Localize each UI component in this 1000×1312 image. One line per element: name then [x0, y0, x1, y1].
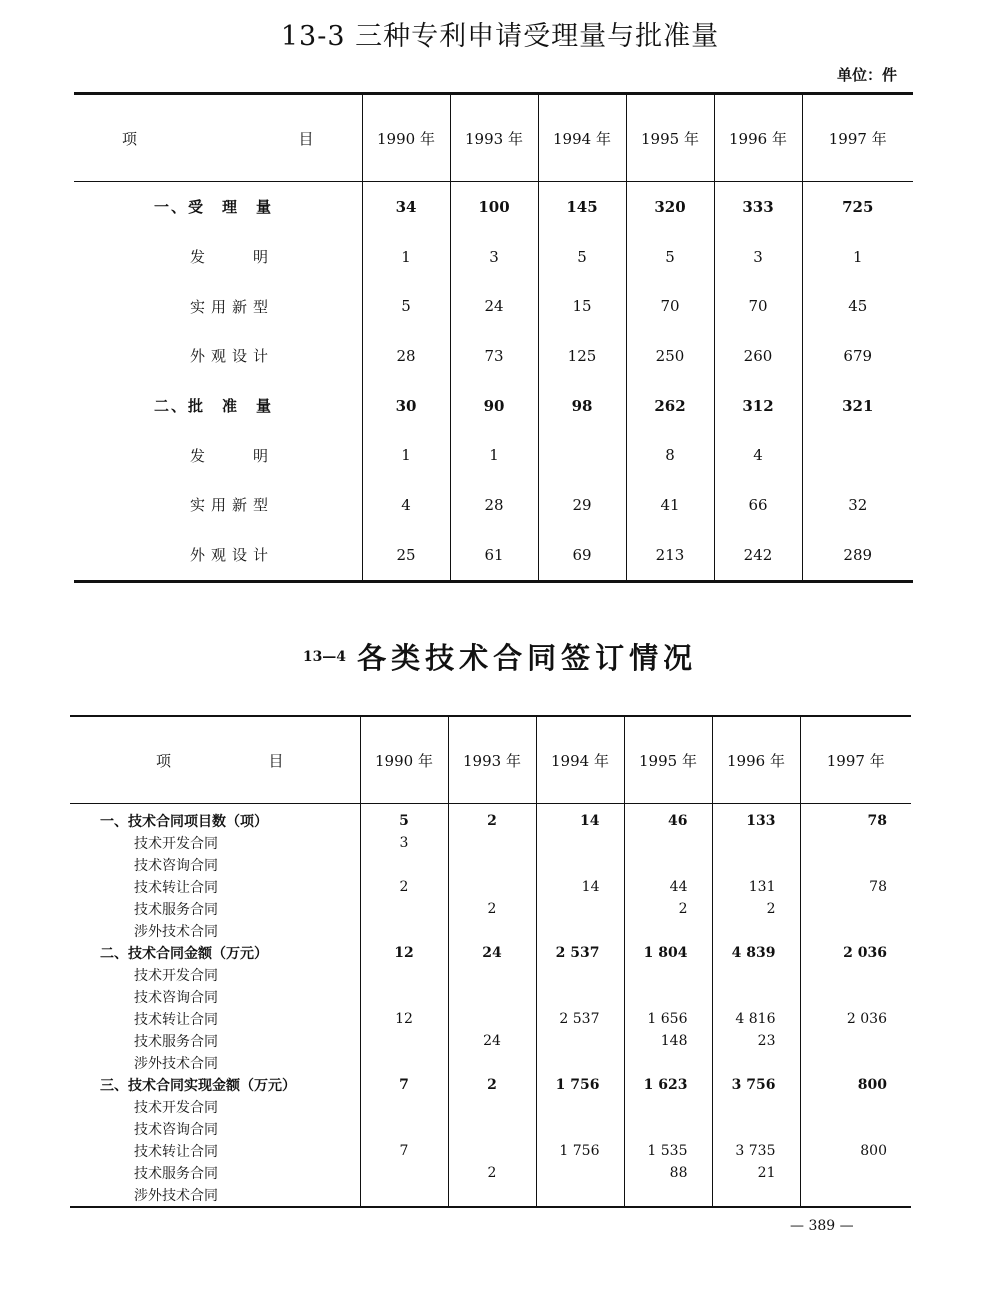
table2-row-subitem-label: 技术咨询合同	[134, 1122, 218, 1138]
table1-cell: 5	[626, 232, 714, 282]
table1-cell: 262	[626, 381, 714, 431]
table2-cell	[624, 832, 712, 854]
table1-row	[74, 530, 913, 581]
table2-row	[70, 986, 911, 1008]
table1-cell: 70	[714, 281, 802, 331]
table1-cell: 679	[802, 331, 913, 381]
table2-row	[70, 964, 911, 986]
table1-cell: 1	[802, 232, 913, 282]
table2-cell	[800, 1184, 911, 1207]
table2-row-subitem-label: 技术服务合同	[134, 902, 218, 918]
table2-cell	[800, 1030, 911, 1052]
table2-row	[70, 1052, 911, 1074]
table2-row	[70, 942, 911, 964]
table1-cell: 8	[626, 430, 714, 480]
table2-cell	[800, 1052, 911, 1074]
table2-cell: 12	[360, 942, 448, 964]
table2-cell	[800, 832, 911, 854]
table1-cell: 15	[538, 281, 626, 331]
table2-header-year: 1996 年	[712, 716, 800, 804]
table1-cell: 25	[362, 530, 450, 581]
table1-cell: 90	[450, 381, 538, 431]
table1-cell: 242	[714, 530, 802, 581]
table2-cell	[800, 1118, 911, 1140]
table2-header-year: 1995 年	[624, 716, 712, 804]
table2-cell	[448, 1184, 536, 1207]
table2-cell	[360, 1096, 448, 1118]
table2-cell	[712, 854, 800, 876]
table2-cell	[800, 1162, 911, 1184]
table2-cell	[624, 1052, 712, 1074]
table2-cell	[536, 1118, 624, 1140]
table2-cell: 2	[448, 1074, 536, 1096]
table2-row-subitem-label: 技术咨询合同	[134, 990, 218, 1006]
table2-cell	[800, 898, 911, 920]
table2-cell: 133	[712, 804, 800, 833]
table1-cell: 3	[714, 232, 802, 282]
table1-row	[74, 281, 913, 331]
table2-cell	[536, 898, 624, 920]
table2-cell	[536, 964, 624, 986]
table2-row	[70, 1162, 911, 1184]
tech-contract-table	[70, 715, 911, 1208]
table2-row	[70, 832, 911, 854]
table1-cell: 725	[802, 182, 913, 232]
table2-cell: 800	[800, 1074, 911, 1096]
table2-cell: 7	[360, 1140, 448, 1162]
table1-cell: 61	[450, 530, 538, 581]
table2-cell: 21	[712, 1162, 800, 1184]
table1-header-year: 1993 年	[450, 94, 538, 182]
table2-header-year: 1993 年	[448, 716, 536, 804]
table2-cell	[360, 1184, 448, 1207]
table1-row-subitem-label: 实用新型	[190, 297, 275, 316]
table1-row-subitem-label: 外观设计	[190, 546, 275, 565]
table2-cell: 2 537	[536, 942, 624, 964]
table1-cell: 69	[538, 530, 626, 581]
table2-cell	[712, 1052, 800, 1074]
table2-cell	[800, 920, 911, 942]
table1-cell: 1	[450, 430, 538, 480]
table1-cell: 28	[362, 331, 450, 381]
table2-cell	[712, 964, 800, 986]
table2-cell	[360, 854, 448, 876]
table2-cell: 78	[800, 804, 911, 833]
table1-header-year: 1990 年	[362, 94, 450, 182]
table2-cell: 2	[448, 1162, 536, 1184]
table2-cell	[448, 1052, 536, 1074]
table2-cell: 2 036	[800, 1008, 911, 1030]
table2-cell	[624, 1184, 712, 1207]
table2-row-subitem-label: 技术咨询合同	[134, 858, 218, 874]
table1-cell: 5	[538, 232, 626, 282]
table1-cell: 28	[450, 480, 538, 530]
table2-row	[70, 1074, 911, 1096]
table1-cell: 73	[450, 331, 538, 381]
table2-row	[70, 1030, 911, 1052]
table2-row	[70, 854, 911, 876]
table2-row	[70, 1096, 911, 1118]
table1-row	[74, 331, 913, 381]
table2-cell: 7	[360, 1074, 448, 1096]
table1-cell: 5	[362, 281, 450, 331]
table2-cell	[536, 1030, 624, 1052]
table2-cell	[448, 920, 536, 942]
table2-cell	[536, 832, 624, 854]
table2-cell	[800, 964, 911, 986]
table2-cell	[448, 832, 536, 854]
table1-cell: 30	[362, 381, 450, 431]
table1-cell: 32	[802, 480, 913, 530]
table2-header-row	[70, 716, 911, 804]
table1-header-item-right: 目	[298, 129, 314, 148]
table2-row	[70, 1184, 911, 1207]
table2-cell	[448, 876, 536, 898]
table1-cell: 4	[362, 480, 450, 530]
table2-cell: 88	[624, 1162, 712, 1184]
table2-cell	[360, 920, 448, 942]
table2-cell: 78	[800, 876, 911, 898]
table2-title-text: 各类技术合同签订情况	[357, 641, 698, 675]
table1-cell	[538, 430, 626, 480]
table2-row-category-label: 二、技术合同金额（万元）	[100, 946, 268, 962]
table2-cell: 2	[624, 898, 712, 920]
table1-row-subitem-label: 外观设计	[190, 347, 275, 366]
table2-cell: 800	[800, 1140, 911, 1162]
table2-cell	[624, 1096, 712, 1118]
table2-cell	[360, 986, 448, 1008]
table1-row-category-label: 二、批 准 量	[154, 397, 274, 416]
table2-header-item-right: 目	[268, 751, 284, 770]
table2-cell: 1 756	[536, 1074, 624, 1096]
table1-cell: 29	[538, 480, 626, 530]
table1-row-subitem-label: 发 明	[190, 446, 275, 465]
table2-row	[70, 1008, 911, 1030]
table1-header-row	[74, 94, 913, 182]
table1-cell: 333	[714, 182, 802, 232]
table2-cell	[624, 986, 712, 1008]
table2-cell: 24	[448, 942, 536, 964]
table2-cell	[536, 1162, 624, 1184]
table2-cell: 2	[360, 876, 448, 898]
table1-cell: 100	[450, 182, 538, 232]
table2-cell	[800, 986, 911, 1008]
table2-cell	[712, 920, 800, 942]
table2-cell	[712, 986, 800, 1008]
table2-title	[0, 636, 1000, 677]
table2-row	[70, 920, 911, 942]
table1-cell	[802, 430, 913, 480]
table2-row-subitem-label: 技术开发合同	[134, 968, 218, 984]
table2-cell	[448, 854, 536, 876]
table1-cell: 260	[714, 331, 802, 381]
table2-cell	[536, 986, 624, 1008]
table2-cell: 131	[712, 876, 800, 898]
table2-cell: 1 623	[624, 1074, 712, 1096]
table2-cell: 4 816	[712, 1008, 800, 1030]
table2-row	[70, 876, 911, 898]
table1-cell: 1	[362, 430, 450, 480]
table2-cell: 2	[448, 898, 536, 920]
table2-cell	[536, 1184, 624, 1207]
table2-cell	[712, 1118, 800, 1140]
table2-cell	[624, 964, 712, 986]
table2-cell: 44	[624, 876, 712, 898]
table1-cell: 4	[714, 430, 802, 480]
table1-cell: 289	[802, 530, 913, 581]
table1-header-item-left: 项	[122, 129, 138, 148]
table2-header-year: 1997 年	[800, 716, 911, 804]
table2-row-subitem-label: 技术转让合同	[134, 1144, 218, 1160]
table2-row-subitem-label: 技术开发合同	[134, 836, 218, 852]
table1-row	[74, 381, 913, 431]
table2-cell: 1 656	[624, 1008, 712, 1030]
table1-header-year: 1995 年	[626, 94, 714, 182]
table1-title: 13-3 三种专利申请受理量与批准量	[280, 21, 720, 52]
table2-cell: 3	[360, 832, 448, 854]
table2-cell: 2	[712, 898, 800, 920]
table1-cell: 321	[802, 381, 913, 431]
table2-cell	[800, 854, 911, 876]
table2-cell	[536, 1096, 624, 1118]
table2-cell: 1 804	[624, 942, 712, 964]
table2-cell	[800, 1096, 911, 1118]
table1-row	[74, 430, 913, 480]
table1-cell: 145	[538, 182, 626, 232]
table1-header-item	[74, 94, 362, 182]
table1-cell: 34	[362, 182, 450, 232]
table2-cell: 2 537	[536, 1008, 624, 1030]
table2-row-subitem-label: 涉外技术合同	[134, 1188, 218, 1204]
table1-row	[74, 182, 913, 232]
table2-cell	[448, 986, 536, 1008]
table2-cell	[712, 832, 800, 854]
table2-cell: 23	[712, 1030, 800, 1052]
table2-row-subitem-label: 技术服务合同	[134, 1166, 218, 1182]
page-number: — 389 —	[790, 1218, 854, 1234]
table2-row	[70, 898, 911, 920]
table2-cell	[360, 1162, 448, 1184]
table1-cell: 320	[626, 182, 714, 232]
table2-cell	[448, 964, 536, 986]
table2-row	[70, 1140, 911, 1162]
table1-row-subitem-label: 实用新型	[190, 496, 275, 515]
table1-row-subitem-label: 发 明	[190, 248, 275, 267]
table2-cell: 2	[448, 804, 536, 833]
table2-header-item	[70, 716, 360, 804]
table2-row-subitem-label: 涉外技术合同	[134, 1056, 218, 1072]
table1-row	[74, 480, 913, 530]
table2-row-subitem-label: 技术转让合同	[134, 1012, 218, 1028]
table1-cell: 70	[626, 281, 714, 331]
table1-header-year: 1996 年	[714, 94, 802, 182]
table2-cell: 4 839	[712, 942, 800, 964]
table2-number: 13—4	[302, 648, 347, 665]
table2-cell	[360, 898, 448, 920]
table2-cell	[360, 1030, 448, 1052]
table2-row-subitem-label: 技术服务合同	[134, 1034, 218, 1050]
patent-table	[74, 92, 913, 583]
table2-row-subitem-label: 涉外技术合同	[134, 924, 218, 940]
table2-row	[70, 804, 911, 833]
table1-cell: 3	[450, 232, 538, 282]
table2-cell: 14	[536, 876, 624, 898]
table2-row-subitem-label: 技术开发合同	[134, 1100, 218, 1116]
table2-cell	[624, 1118, 712, 1140]
table2-cell	[360, 964, 448, 986]
table2-cell: 24	[448, 1030, 536, 1052]
table2-cell: 1 756	[536, 1140, 624, 1162]
table2-cell	[712, 1184, 800, 1207]
table2-cell	[624, 920, 712, 942]
table2-cell	[360, 1052, 448, 1074]
table1-cell: 250	[626, 331, 714, 381]
table1-cell: 66	[714, 480, 802, 530]
table2-cell: 12	[360, 1008, 448, 1030]
table2-row-category-label: 三、技术合同实现金额（万元）	[100, 1078, 296, 1094]
table1-header-year: 1997 年	[802, 94, 913, 182]
table2-row	[70, 1118, 911, 1140]
table2-cell	[448, 1118, 536, 1140]
table1-cell: 125	[538, 331, 626, 381]
table2-cell: 5	[360, 804, 448, 833]
table1-header-year: 1994 年	[538, 94, 626, 182]
table2-cell	[624, 854, 712, 876]
table2-cell	[360, 1118, 448, 1140]
table1-cell: 312	[714, 381, 802, 431]
table2-header-year: 1990 年	[360, 716, 448, 804]
table2-cell	[448, 1096, 536, 1118]
table2-row-category-label: 一、技术合同项目数（项）	[100, 814, 268, 830]
table2-cell	[536, 920, 624, 942]
table2-header-year: 1994 年	[536, 716, 624, 804]
table2-cell: 1 535	[624, 1140, 712, 1162]
table1-cell: 24	[450, 281, 538, 331]
table1-row-category-label: 一、受 理 量	[154, 198, 274, 217]
table2-cell	[448, 1008, 536, 1030]
table2-header-item-left: 项	[156, 751, 172, 770]
table2-cell: 3 756	[712, 1074, 800, 1096]
table1-cell: 213	[626, 530, 714, 581]
table2-cell: 46	[624, 804, 712, 833]
table2-cell	[712, 1096, 800, 1118]
table2-row-subitem-label: 技术转让合同	[134, 880, 218, 896]
table2-cell	[448, 1140, 536, 1162]
table1-cell: 41	[626, 480, 714, 530]
table2-cell: 3 735	[712, 1140, 800, 1162]
table2-cell: 148	[624, 1030, 712, 1052]
table1-cell: 45	[802, 281, 913, 331]
table2-cell	[536, 1052, 624, 1074]
table2-cell: 2 036	[800, 942, 911, 964]
table2-cell	[536, 854, 624, 876]
table2-cell: 14	[536, 804, 624, 833]
table1-cell: 1	[362, 232, 450, 282]
table1-row	[74, 232, 913, 282]
table1-cell: 98	[538, 381, 626, 431]
table1-unit: 单位：件	[836, 66, 897, 84]
